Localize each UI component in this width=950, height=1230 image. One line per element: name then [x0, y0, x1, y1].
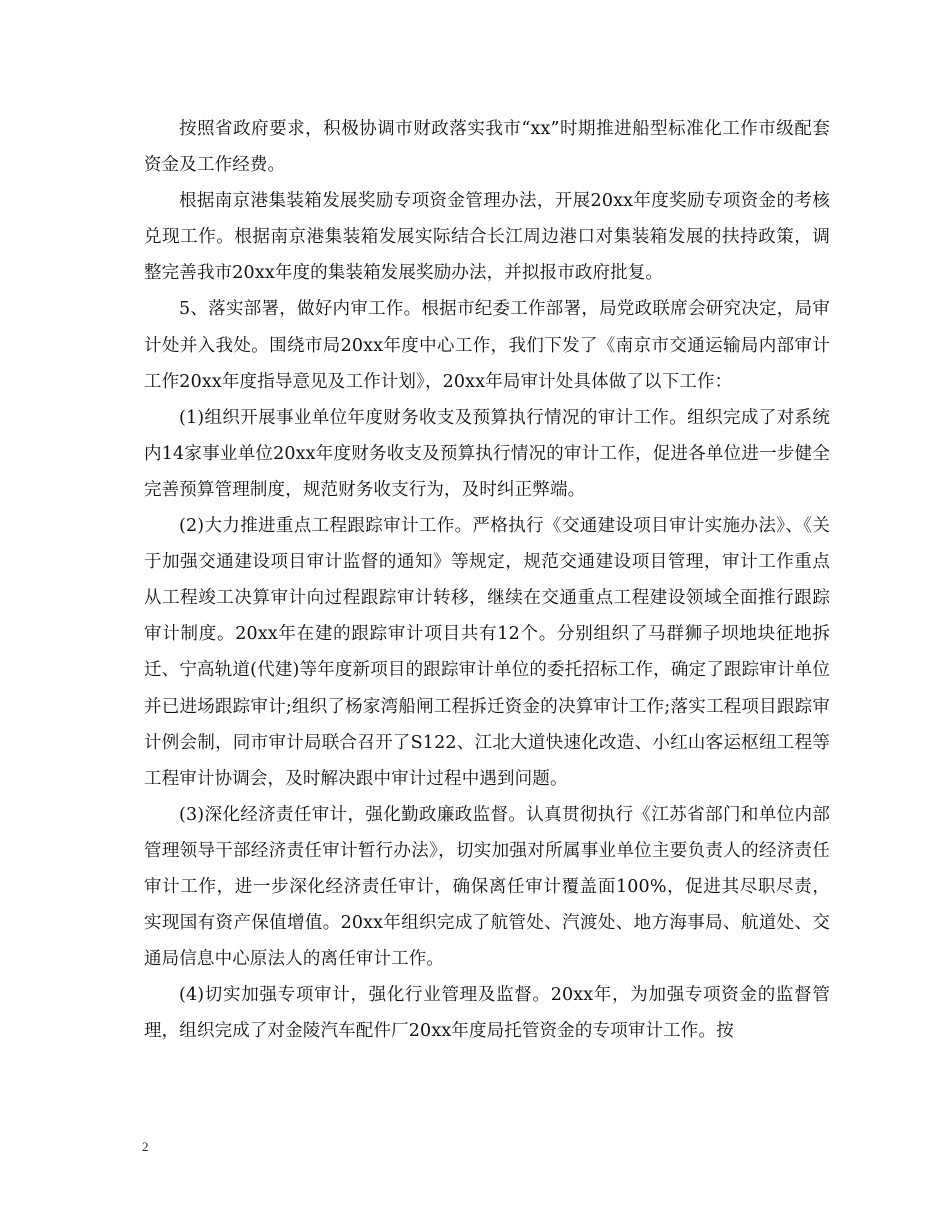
paragraph-7: (4)切实加强专项审计，强化行业管理及监督。20xx年，为加强专项资金的监督管理，组织完成了对金陵汽车配件厂20xx年度局托管资金的专项审计工作。按	[144, 985, 830, 1042]
paragraph-5: (2)大力推进重点工程跟踪审计工作。严格执行《交通建设项目审计实施办法》、《关于加强交通建设项目审计监督的通知》等规定，规范交通建设项目管理，审计工作重点从工程竣工决算审计向过程跟踪审计转移，继续在交通重点工程建设领域全面推行跟踪审计制度。20xx年在建的跟踪审计项目共有12个。分别组织了马群狮子坝地块征地拆迁、宁高轨道(代建)等年度新项目的跟踪审计单位的委托招标工作，确定了跟踪审计单位并已进场跟踪审计;组织了杨家湾船闸工程拆迁资金的决算审计工作;落实工程项目跟踪审计例会制，同市审计局联合召开了S122、江北大道快速化改造、小红山客运枢纽工程等工程审计协调会，及时解决跟中审计过程中遇到问题。	[144, 516, 830, 789]
paragraph-3: 5、落实部署，做好内审工作。根据市纪委工作部署，局党政联席会研究决定，局审计处并入我处。围绕市局20xx年度中心工作，我们下发了《南京市交通运输局内部审计工作20xx年度指导意见及工作计划》，20xx年局审计处具体做了以下工作：	[144, 299, 830, 392]
paragraph-4: (1)组织开展事业单位年度财务收支及预算执行情况的审计工作。组织完成了对系统内14家事业单位20xx年度财务收支及预算执行情况的审计工作，促进各单位进一步健全完善预算管理制度，规范财务收支行为，及时纠正弊端。	[144, 407, 830, 500]
document-body	[144, 111, 830, 1049]
paragraph-6: (3)深化经济责任审计，强化勤政廉政监督。认真贯彻执行《江苏省部门和单位内部管理领导干部经济责任审计暂行办法》，切实加强对所属事业单位主要负责人的经济责任审计工作，进一步深化经济责任审计，确保离任审计覆盖面100%，促进其尽职尽责，实现国有资产保值增值。20xx年组织完成了航管处、汽渡处、地方海事局、航道处、交通局信息中心原法人的离任审计工作。	[144, 804, 830, 970]
paragraph-2: 根据南京港集装箱发展奖励专项资金管理办法，开展20xx年度奖励专项资金的考核兑现工作。根据南京港集装箱发展实际结合长江周边港口对集装箱发展的扶持政策，调整完善我市20xx年度的集装箱发展奖励办法，并拟报市政府批复。	[144, 191, 830, 284]
page-number: 2	[142, 1139, 149, 1154]
paragraph-1: 按照省政府要求，积极协调市财政落实我市“xx”时期推进船型标准化工作市级配套资金及工作经费。	[144, 119, 830, 176]
